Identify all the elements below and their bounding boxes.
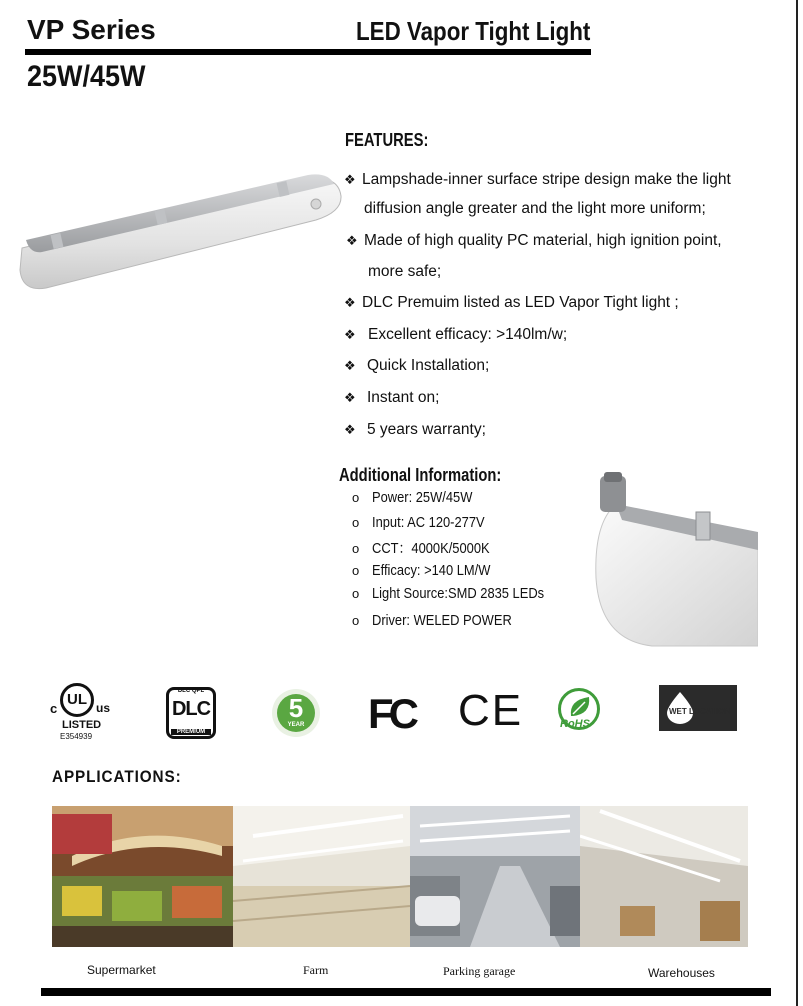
product-title: LED Vapor Tight Light (356, 16, 591, 46)
circle-bullet-icon: o (352, 563, 360, 578)
diamond-bullet-icon: ❖ (344, 422, 356, 437)
product-image-fixture (16, 170, 346, 295)
info-item: o Efficacy: >140 LM/W (352, 562, 491, 579)
page-border-right (796, 0, 798, 1006)
feature-item: ❖ Excellent efficacy: >140lm/w; (344, 326, 568, 343)
features-heading: FEATURES: (345, 130, 429, 150)
series-title: VP Series (27, 14, 156, 45)
footer-rule (41, 988, 771, 996)
ul-listed-logo: c UL us LISTED E354939 (50, 683, 114, 743)
app-caption: Parking garage (443, 964, 516, 978)
diamond-bullet-icon: ❖ (344, 327, 356, 342)
info-item: o Driver: WELED POWER (352, 612, 512, 629)
leaf-icon (567, 694, 593, 720)
feature-item: ❖ DLC Premuim listed as LED Vapor Tight light ; (344, 294, 679, 311)
additional-info-heading: Additional Information: (339, 465, 502, 485)
supermarket-photo (52, 806, 233, 947)
ce-logo: CE (458, 686, 524, 735)
info-item: o CCT：4000K/5000K (352, 540, 490, 557)
circle-bullet-icon: o (352, 613, 360, 628)
app-caption: Supermarket (87, 963, 156, 977)
wet-location-logo: WET LOCATION (659, 685, 737, 731)
diamond-bullet-icon: ❖ (346, 233, 358, 248)
feature-item: ❖ Instant on; (344, 389, 440, 406)
circle-bullet-icon: o (352, 586, 360, 601)
app-caption: Warehouses (648, 966, 715, 980)
circle-bullet-icon: o (352, 515, 360, 530)
diamond-bullet-icon: ❖ (344, 295, 356, 310)
product-image-closeup (592, 468, 758, 648)
parking-garage-photo (410, 806, 580, 947)
diamond-bullet-icon: ❖ (344, 172, 356, 187)
wattage-title: 25W/45W (27, 60, 146, 93)
warehouse-photo (580, 806, 748, 947)
circle-bullet-icon: o (352, 490, 360, 505)
feature-item: ❖ 5 years warranty; (344, 421, 486, 438)
feature-item: ❖ Lampshade-inner surface stripe design make the light diffusion angle greater and the light more uniform; (344, 171, 731, 217)
diamond-bullet-icon: ❖ (344, 390, 356, 405)
applications-heading: APPLICATIONS: (52, 767, 182, 786)
farm-photo (233, 806, 410, 947)
header-rule (25, 49, 591, 55)
diamond-bullet-icon: ❖ (344, 358, 356, 373)
dlc-premium-logo: DLC QPL DLC PREMIUM (166, 687, 216, 739)
info-item: o Light Source:SMD 2835 LEDs (352, 585, 545, 602)
feature-item: ❖ Quick Installation; (344, 357, 490, 374)
info-item: o Input: AC 120-277V (352, 514, 485, 531)
feature-item: ❖ Made of high quality PC material, high ignition point, more safe; (346, 232, 722, 280)
circle-bullet-icon: o (352, 541, 360, 556)
app-caption: Farm (303, 963, 329, 977)
info-item: o Power: 25W/45W (352, 489, 473, 506)
rohs-logo: RoHS (558, 688, 604, 734)
five-year-warranty-badge: 5 YEAR (272, 689, 320, 737)
fcc-logo: FC (368, 690, 414, 737)
